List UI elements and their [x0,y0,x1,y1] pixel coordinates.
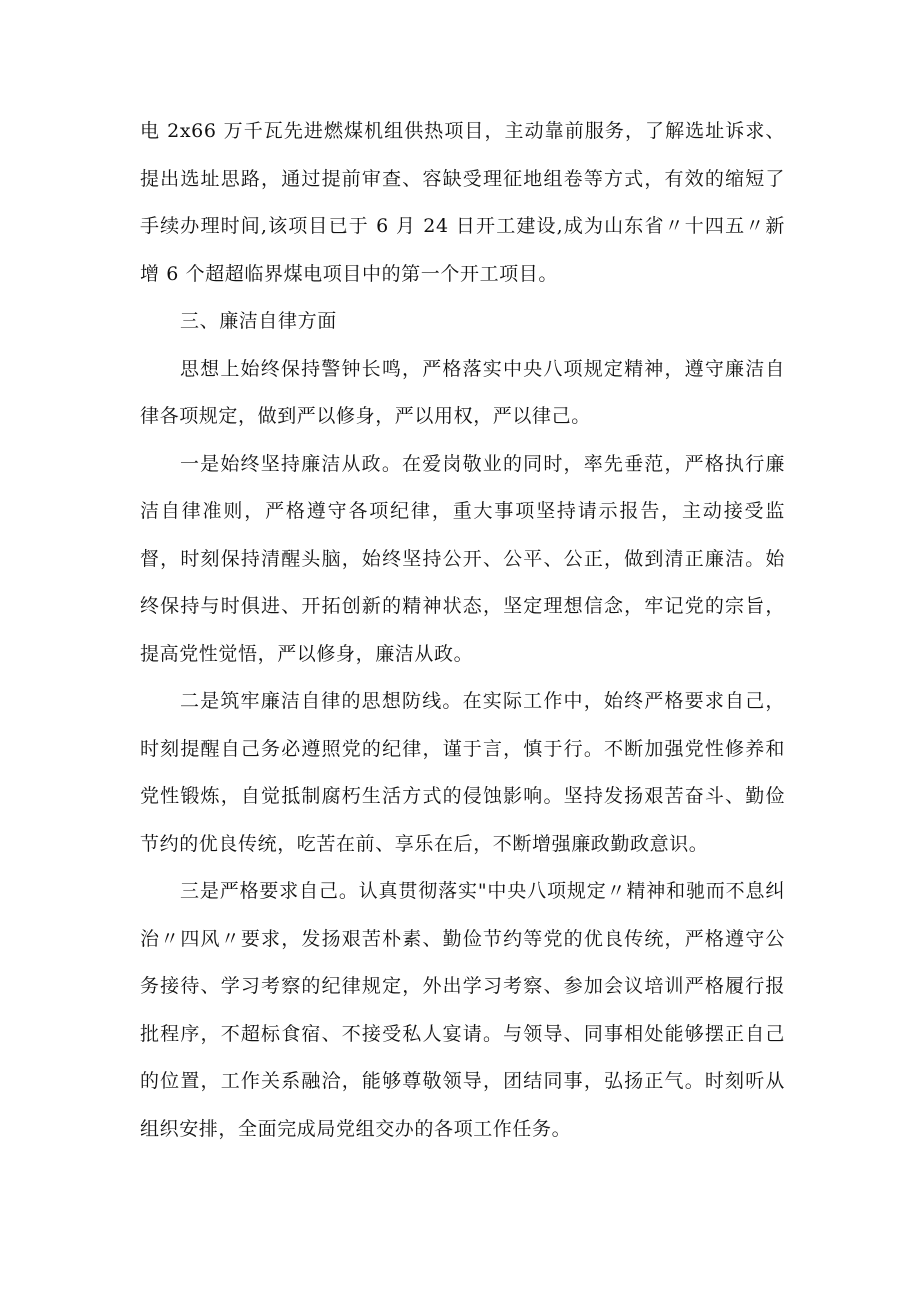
document-body [140,108,785,1153]
paragraph-point-two: 二是筑牢廉洁自律的思想防线。在实际工作中，始终严格要求自己，时刻提醒自己务必遵照党的纪律，谨于言，慎于行。不断加强党性修养和党性锻炼，自觉抵制腐朽生活方式的侵蚀影响。坚持发扬艰苦奋斗、勤俭节约的优良传统，吃苦在前、享乐在后，不断增强廉政勤政意识。 [140,690,785,855]
paragraph-point-three: 三是严格要求自己。认真贯彻落实"中央八项规定〃精神和驰而不息纠治〃四风〃要求，发扬艰苦朴素、勤俭节约等党的优良传统，严格遵守公务接待、学习考察的纪律规定，外出学习考察、参加会议培训严格履行报批程序，不超标食宿、不接受私人宴请。与领导、同事相处能够摆正自己的位置，工作关系融洽，能够尊敬领导，团结同事，弘扬正气。时刻听从组织安排，全面完成局党组交办的各项工作任务。 [140,880,785,1140]
paragraph-point-one: 一是始终坚持廉洁从政。在爱岗敬业的同时，率先垂范，严格执行廉洁自律准则，严格遵守各项纪律，重大事项坚持请示报告，主动接受监督，时刻保持清醒头脑，始终坚持公开、公平、公正，做到清正廉洁。始终保持与时俱进、开拓创新的精神状态，坚定理想信念，牢记党的宗旨，提高党性觉悟，严以修身，廉洁从政。 [140,452,785,665]
paragraph-integrity-intro: 思想上始终保持警钟长鸣，严格落实中央八项规定精神，遵守廉洁自律各项规定，做到严以修身，严以用权，严以律己。 [140,357,785,427]
paragraph-project-service: 电 2x66 万千瓦先进燃煤机组供热项目，主动靠前服务，了解选址诉求、提出选址思路，通过提前审查、容缺受理征地组卷等方式，有效的缩短了手续办理时间,该项目已于 6 月 24 日开工建设,成为山东省〃十四五〃新增 6 个超超临界煤电项目中的第一个开工项目。 [140,120,785,285]
section-heading-integrity: 三、廉洁自律方面 [180,310,337,332]
